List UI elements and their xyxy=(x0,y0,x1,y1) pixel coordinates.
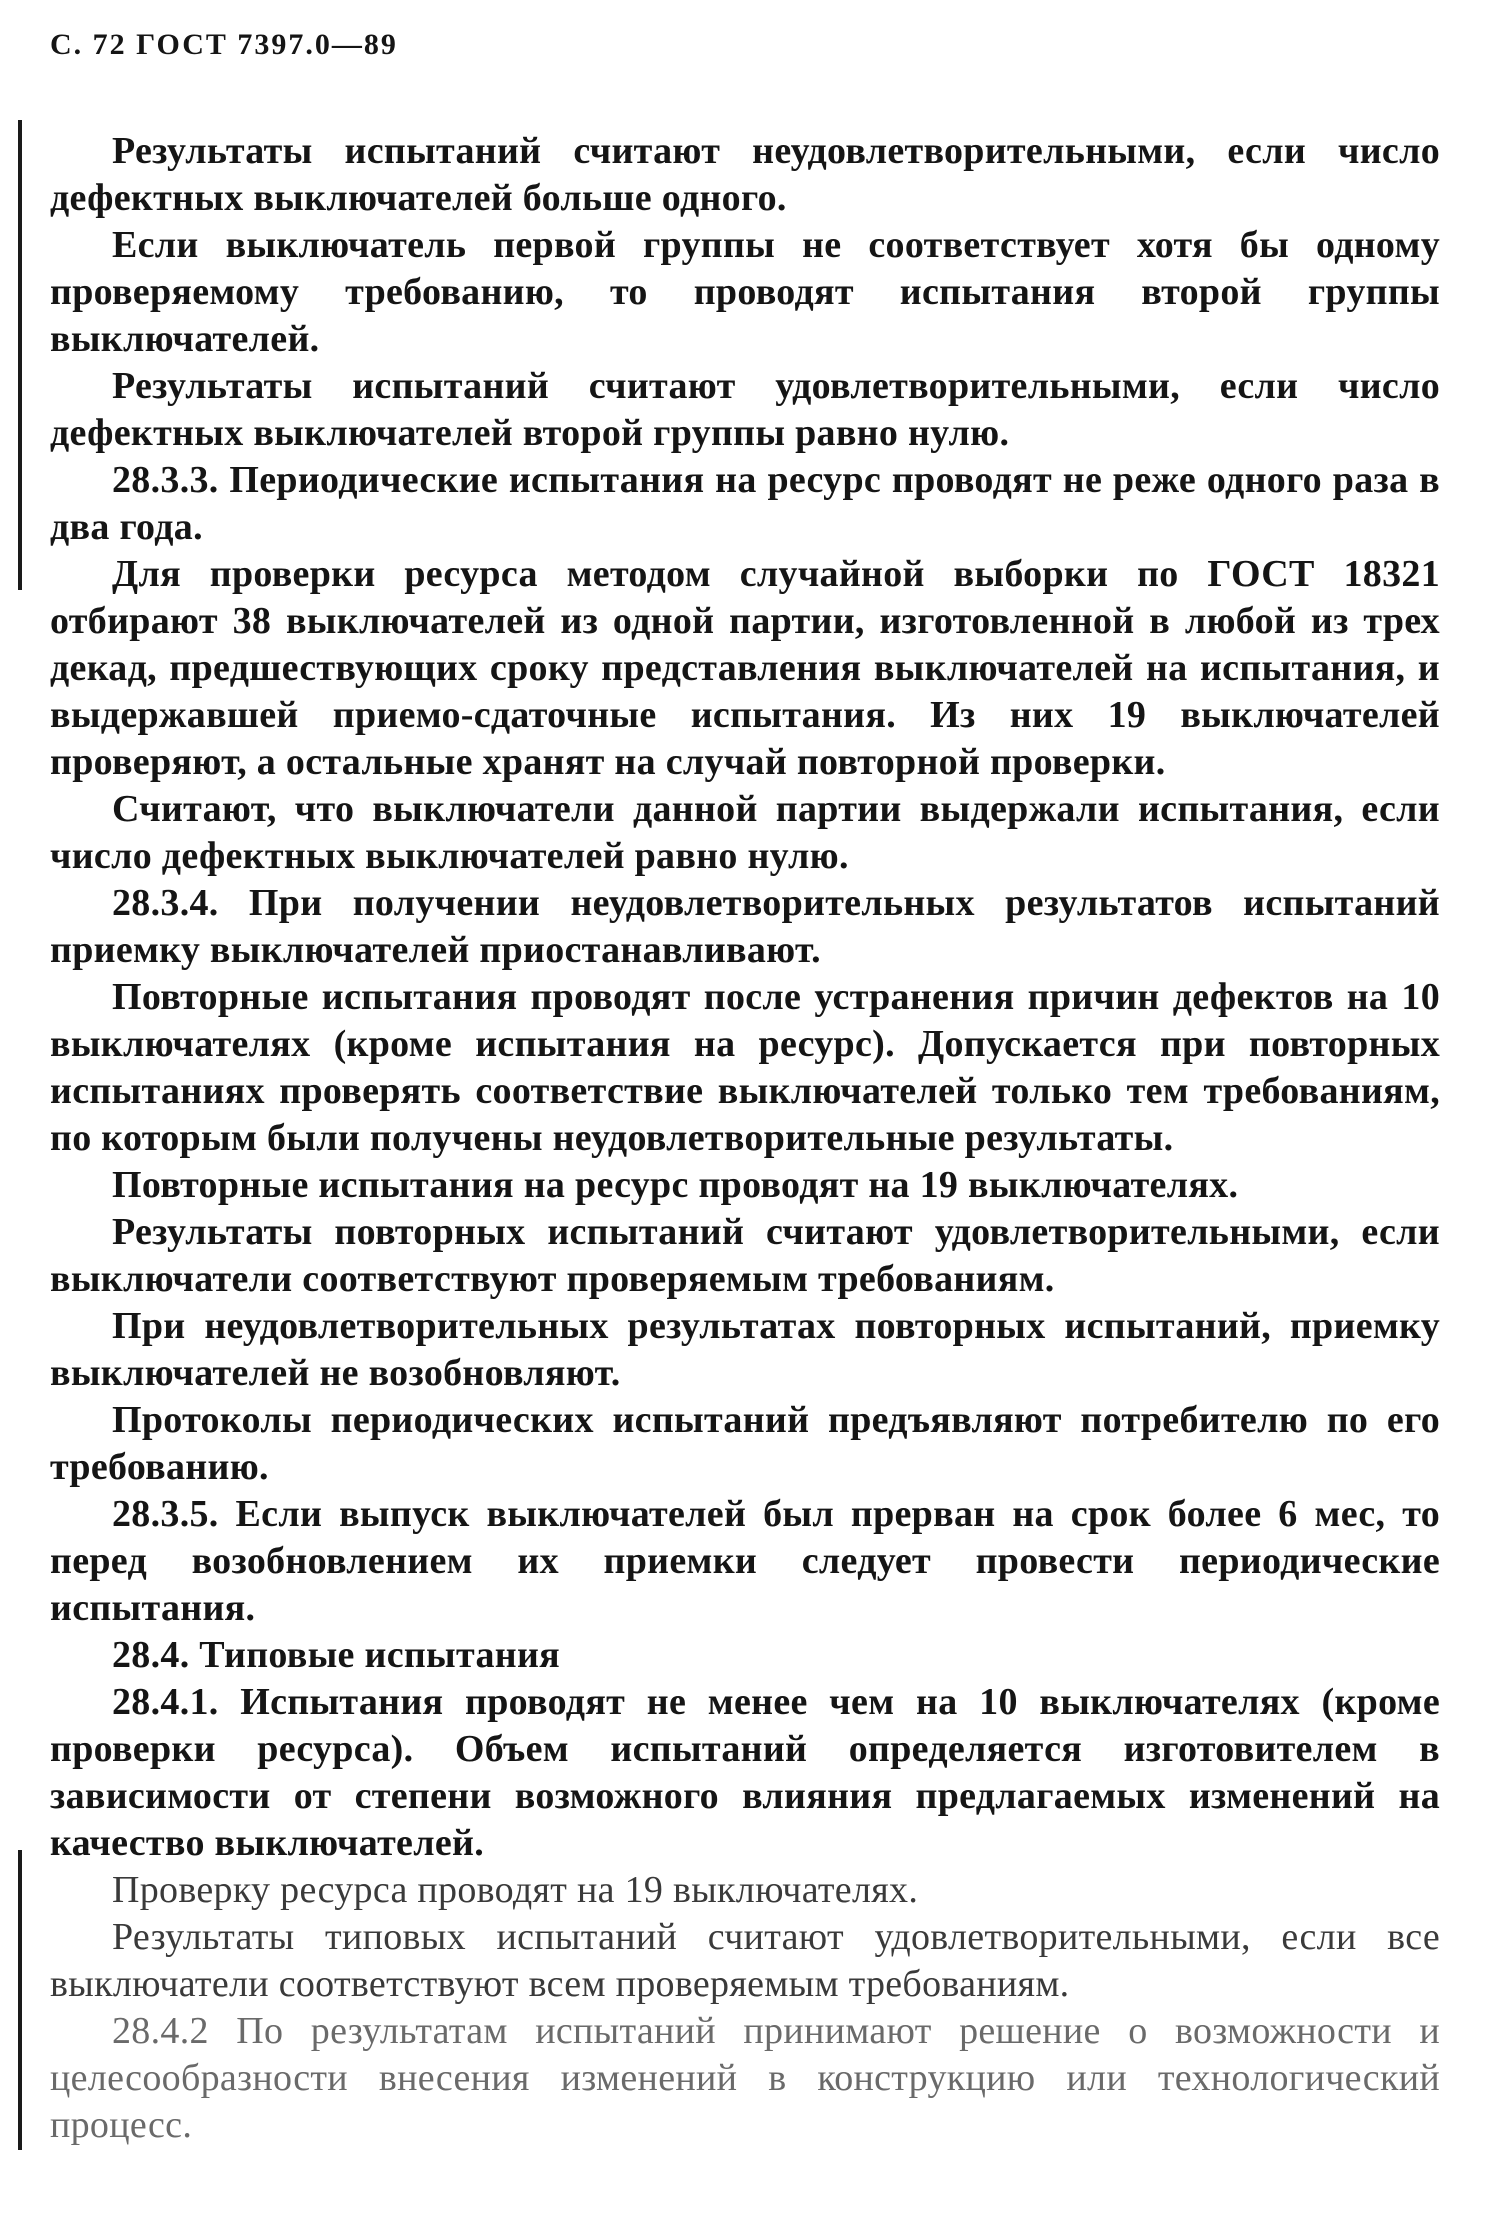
paragraph: Если выключатель первой группы не соответствует хотя бы одному проверяемому требованию, то проводят испытания второй группы выключателей. xyxy=(50,224,1440,360)
paragraph: 28.4.1. Испытания проводят не менее чем на 10 выключателях (кроме проверки ресурса). Объем испытаний определяется изготовителем в зависимости от степени возможного влияния предлагаемых изменений на качество выключателей. xyxy=(50,1681,1440,1864)
paragraph: Проверку ресурса проводят на 19 выключателях. xyxy=(112,1869,919,1911)
paragraph: Результаты испытаний считают удовлетворительными, если число дефектных выключателей второй группы равно нулю. xyxy=(50,365,1440,454)
paragraph: Результаты испытаний считают неудовлетворительными, если число дефектных выключателей больше одного. xyxy=(50,130,1440,219)
paragraph: 28.4.2 По результатам испытаний принимают решение о возможности и целесообразности внесения изменений в конструкцию или технологический процесс. xyxy=(50,2010,1440,2146)
paragraph: При неудовлетворительных результатах повторных испытаний, приемку выключателей не возобновляют. xyxy=(50,1305,1440,1394)
margin-bar-bottom xyxy=(18,1850,22,2150)
paragraph: Для проверки ресурса методом случайной выборки по ГОСТ 18321 отбирают 38 выключателей из одной партии, изготовленной в любой из трех декад, предшествующих сроку представления выключателей на испытания, и выдержавшей приемо-сдаточные испытания. Из них 19 выключателей проверяют, а остальные хранят на случай повторной проверки. xyxy=(50,553,1440,783)
document-body xyxy=(50,128,1440,2149)
paragraph: 28.3.3. Периодические испытания на ресурс проводят не реже одного раза в два года. xyxy=(50,459,1440,548)
paragraph: Считают, что выключатели данной партии выдержали испытания, если число дефектных выключателей равно нулю. xyxy=(50,788,1440,877)
margin-bar-top xyxy=(18,120,22,590)
paragraph: 28.3.4. При получении неудовлетворительных результатов испытаний приемку выключателей приостанавливают. xyxy=(50,882,1440,971)
paragraph: Повторные испытания проводят после устранения причин дефектов на 10 выключателях (кроме испытания на ресурс). Допускается при повторных испытаниях проверять соответствие выключателей только тем требованиям, по которым были получены неудовлетворительные результаты. xyxy=(50,976,1440,1159)
paragraph: 28.3.5. Если выпуск выключателей был прерван на срок более 6 мес, то перед возобновлением их приемки следует провести периодические испытания. xyxy=(50,1493,1440,1629)
paragraph: Протоколы периодических испытаний предъявляют потребителю по его требованию. xyxy=(50,1399,1440,1488)
paragraph: Повторные испытания на ресурс проводят на 19 выключателях. xyxy=(112,1164,1239,1206)
paragraph: Результаты типовых испытаний считают удовлетворительными, если все выключатели соответствуют всем проверяемым требованиям. xyxy=(50,1916,1440,2005)
section-heading: 28.4. Типовые испытания xyxy=(112,1634,561,1676)
page-header: С. 72 ГОСТ 7397.0—89 xyxy=(50,28,398,61)
paragraph: Результаты повторных испытаний считают удовлетворительными, если выключатели соответствуют проверяемым требованиям. xyxy=(50,1211,1440,1300)
